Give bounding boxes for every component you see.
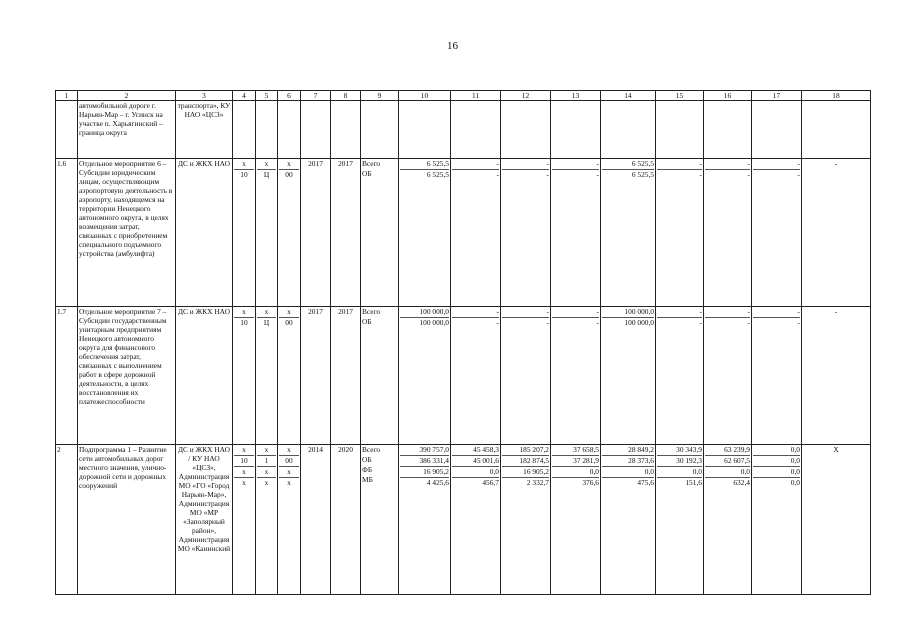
code-sub-line: х	[257, 307, 276, 318]
code-gp	[233, 307, 256, 445]
column-number-7: 7	[301, 91, 331, 101]
amount-2016-line: 376,6	[582, 478, 599, 487]
table-row	[56, 101, 871, 159]
amount-2020	[752, 101, 802, 159]
amount-2018-line: -	[699, 170, 702, 179]
amount-2019	[704, 159, 752, 307]
funding-source-line: ОБ	[362, 455, 372, 464]
amount-2019	[704, 307, 752, 445]
amount-2017	[601, 159, 656, 307]
executor: ДС и ЖКХ НАО	[176, 307, 233, 445]
column-number-row	[56, 91, 871, 101]
amount-2018-line: 30 343,9	[657, 445, 702, 456]
code-gp	[233, 159, 256, 307]
amount-2018-line: -	[657, 159, 702, 170]
amount-2019-line: -	[747, 318, 750, 327]
amount-2017-line: 475,6	[637, 478, 654, 487]
amount-2017-line: 6 525,5	[602, 159, 654, 170]
column-number-2: 2	[78, 91, 176, 101]
amount-2016-line: 37 281,9	[552, 456, 599, 467]
column-number-6: 6	[278, 91, 301, 101]
amount-2020-line: 0,0	[753, 456, 800, 467]
code-sub-line: 1	[257, 456, 276, 467]
end-year	[331, 101, 361, 159]
amount-2014-line: -	[452, 307, 499, 318]
code-om	[278, 445, 301, 595]
amount-2019-line: 62 607,5	[705, 456, 750, 467]
total-amount-line: 16 905,2	[400, 467, 449, 478]
code-sub	[256, 159, 278, 307]
amount-2020-line: 0,0	[753, 445, 800, 456]
amount-2014	[451, 101, 501, 159]
amount-2019	[704, 101, 752, 159]
code-gp-line: 10	[234, 456, 254, 467]
amount-2014	[451, 445, 501, 595]
amount-2016-line: -	[596, 170, 599, 179]
amount-2020	[752, 307, 802, 445]
amount-2014-line: -	[496, 318, 499, 327]
funding-source	[361, 159, 399, 307]
amount-2015	[501, 159, 551, 307]
amount-2017	[601, 445, 656, 595]
total-amount-line: 6 525,5	[400, 159, 449, 170]
column-number-10: 10	[399, 91, 451, 101]
amount-2017-line: 100 000,0	[602, 307, 654, 318]
amount-2018	[656, 101, 704, 159]
amount-2020-line: -	[797, 318, 800, 327]
table-row	[56, 307, 871, 445]
amount-2016	[551, 101, 601, 159]
amount-2015-line: -	[502, 307, 549, 318]
amount-2016	[551, 159, 601, 307]
amount-2015	[501, 101, 551, 159]
code-gp	[233, 101, 256, 159]
column-number-8: 8	[331, 91, 361, 101]
code-gp	[233, 445, 256, 595]
code-gp-line: 10	[240, 318, 248, 327]
amount-2016	[551, 307, 601, 445]
amount-2016-line: -	[596, 318, 599, 327]
column-number-3: 3	[176, 91, 233, 101]
amount-2018	[656, 445, 704, 595]
funding-source-line: ФБ	[362, 465, 373, 474]
amount-2019-line: 0,0	[705, 467, 750, 478]
amount-2017-line: 6 525,5	[631, 170, 654, 179]
amount-2020-line: -	[797, 170, 800, 179]
amount-2017	[601, 101, 656, 159]
column-number-16: 16	[704, 91, 752, 101]
code-om-line: х	[279, 445, 299, 456]
amount-2015-line: 2 332,7	[526, 478, 549, 487]
amount-2017-line: 28 373,6	[602, 456, 654, 467]
amount-2018-line: 30 192,3	[657, 456, 702, 467]
amount-2014-line: -	[496, 170, 499, 179]
row-number: 2	[56, 445, 78, 595]
code-om	[278, 307, 301, 445]
amount-2014	[451, 307, 501, 445]
code-gp-line: 10	[240, 170, 248, 179]
indicator-link: -	[802, 159, 871, 307]
code-om-line: х	[287, 478, 291, 487]
amount-2020	[752, 159, 802, 307]
page-number: 16	[447, 40, 458, 52]
amount-2020	[752, 445, 802, 595]
executor: транспорта», КУ НАО «ЦСЗ»	[176, 101, 233, 159]
measure-name: Отдельное мероприятие 7 – Субсидии государственным унитарным предприятиям Ненецкого автономного округа для финансового обеспечения затрат, связанных с выполнением работ в сфере дорожной деятельности, в целях восстановления их платежеспособности	[78, 307, 176, 445]
code-gp-line: х	[234, 467, 254, 478]
amount-2020-line: 0,0	[790, 478, 800, 487]
column-number-9: 9	[361, 91, 399, 101]
end-year: 2017	[331, 307, 361, 445]
total-amount-line: 390 757,0	[400, 445, 449, 456]
amount-2015-line: -	[502, 159, 549, 170]
amount-2019-line: -	[705, 307, 750, 318]
row-number: 1.7	[56, 307, 78, 445]
amount-2015-line: 185 207,2	[502, 445, 549, 456]
code-om-line: 00	[285, 318, 293, 327]
code-om-line: 00	[285, 170, 293, 179]
total-amount	[399, 445, 451, 595]
code-sub-line: х	[257, 467, 276, 478]
column-number-14: 14	[601, 91, 656, 101]
funding-source-line: ОБ	[362, 169, 372, 178]
amount-2020-line: 0,0	[753, 467, 800, 478]
amount-2019-line: -	[705, 159, 750, 170]
start-year: 2017	[301, 159, 331, 307]
funding-source-line: Всего	[362, 307, 381, 316]
funding-source-line: Всего	[362, 445, 381, 454]
code-gp-line: х	[242, 478, 246, 487]
total-amount-line: 386 331,4	[400, 456, 449, 467]
code-om	[278, 101, 301, 159]
funding-source	[361, 307, 399, 445]
executor: ДС и ЖКХ НАО / КУ НАО «ЦСЗ», Администрация МО «ГО «Город Нарьян-Мар», Администрация МО «МР «Заполярный район», Администрация МО «Канинский	[176, 445, 233, 595]
total-amount-line: 6 525,5	[426, 170, 449, 179]
code-sub	[256, 307, 278, 445]
column-number-4: 4	[233, 91, 256, 101]
column-number-15: 15	[656, 91, 704, 101]
amount-2018-line: 0,0	[657, 467, 702, 478]
amount-2016-line: 37 658,5	[552, 445, 599, 456]
amount-2014-line: 45 001,6	[452, 456, 499, 467]
amount-2016-line: 0,0	[552, 467, 599, 478]
amount-2019-line: 63 239,9	[705, 445, 750, 456]
amount-2019	[704, 445, 752, 595]
amount-2015-line: 182 874,5	[502, 456, 549, 467]
amount-2015	[501, 445, 551, 595]
code-gp-line: х	[234, 445, 254, 456]
table-row	[56, 445, 871, 595]
funding-source-line: МБ	[362, 475, 373, 484]
measure-name: Подпрограмма 1 – Развитие сети автомобильных дорог местного значения, улично-дорожной сети и дорожных сооружений	[78, 445, 176, 595]
end-year: 2017	[331, 159, 361, 307]
indicator-link	[802, 101, 871, 159]
amount-2015-line: 16 905,2	[502, 467, 549, 478]
amount-2020-line: -	[753, 307, 800, 318]
amount-2019-line: -	[747, 170, 750, 179]
amount-2019-line: 632,4	[733, 478, 750, 487]
total-amount	[399, 307, 451, 445]
code-sub-line: Ц	[263, 318, 270, 327]
total-amount-line: 100 000,0	[419, 318, 449, 327]
code-sub-line: х	[257, 159, 276, 170]
end-year: 2020	[331, 445, 361, 595]
amount-2018	[656, 159, 704, 307]
amount-2017-line: 28 849,2	[602, 445, 654, 456]
total-amount-line: 100 000,0	[400, 307, 449, 318]
code-sub-line: х	[257, 445, 276, 456]
code-gp-line: х	[234, 159, 254, 170]
amount-2016	[551, 445, 601, 595]
measure-name: автомобильной дороге г. Нарьян-Мар – г. Усинск на участке п. Харьягинский – граница округа	[78, 101, 176, 159]
code-sub-line: х	[264, 478, 269, 487]
amount-2018	[656, 307, 704, 445]
measure-name: Отдельное мероприятие 6 – Субсидии юридическим лицам, осуществляющим аэропортовую деятельность в аэропорту, находящемся на территории Ненецкого автономного округа, в целях возмещения затрат, связанных с приобретением специального подъемного устройства (амбулифта)	[78, 159, 176, 307]
amount-2014-line: 456,7	[482, 478, 499, 487]
funding-source	[361, 445, 399, 595]
funding-source-line: ОБ	[362, 317, 372, 326]
amount-2018-line: -	[699, 318, 702, 327]
start-year	[301, 101, 331, 159]
total-amount	[399, 101, 451, 159]
total-amount-line: 4 425,6	[426, 478, 449, 487]
program-table	[55, 90, 871, 595]
code-sub-line: Ц	[263, 170, 270, 179]
start-year: 2014	[301, 445, 331, 595]
amount-2017-line: 0,0	[602, 467, 654, 478]
funding-source	[361, 101, 399, 159]
column-number-13: 13	[551, 91, 601, 101]
code-om-line: х	[279, 467, 299, 478]
column-number-1: 1	[56, 91, 78, 101]
amount-2018-line: 151,6	[685, 478, 702, 487]
amount-2014-line: 45 458,3	[452, 445, 499, 456]
code-om-line: х	[279, 307, 299, 318]
amount-2015-line: -	[546, 318, 549, 327]
code-sub	[256, 445, 278, 595]
amount-2017	[601, 307, 656, 445]
code-om-line: 00	[279, 456, 299, 467]
column-number-12: 12	[501, 91, 551, 101]
indicator-link: -	[802, 307, 871, 445]
total-amount	[399, 159, 451, 307]
executor: ДС и ЖКХ НАО	[176, 159, 233, 307]
amount-2014-line: 0,0	[452, 467, 499, 478]
amount-2016-line: -	[552, 307, 599, 318]
column-number-18: 18	[802, 91, 871, 101]
amount-2016-line: -	[552, 159, 599, 170]
amount-2020-line: -	[753, 159, 800, 170]
start-year: 2017	[301, 307, 331, 445]
column-number-5: 5	[256, 91, 278, 101]
amount-2014	[451, 159, 501, 307]
column-number-17: 17	[752, 91, 802, 101]
amount-2014-line: -	[452, 159, 499, 170]
funding-source-line: Всего	[362, 159, 381, 168]
row-number: 1.6	[56, 159, 78, 307]
amount-2017-line: 100 000,0	[624, 318, 654, 327]
code-gp-line: х	[234, 307, 254, 318]
amount-2015	[501, 307, 551, 445]
code-om	[278, 159, 301, 307]
table-row	[56, 159, 871, 307]
indicator-link: Х	[802, 445, 871, 595]
code-sub	[256, 101, 278, 159]
amount-2018-line: -	[657, 307, 702, 318]
row-number	[56, 101, 78, 159]
code-om-line: х	[279, 159, 299, 170]
column-number-11: 11	[451, 91, 501, 101]
amount-2015-line: -	[546, 170, 549, 179]
